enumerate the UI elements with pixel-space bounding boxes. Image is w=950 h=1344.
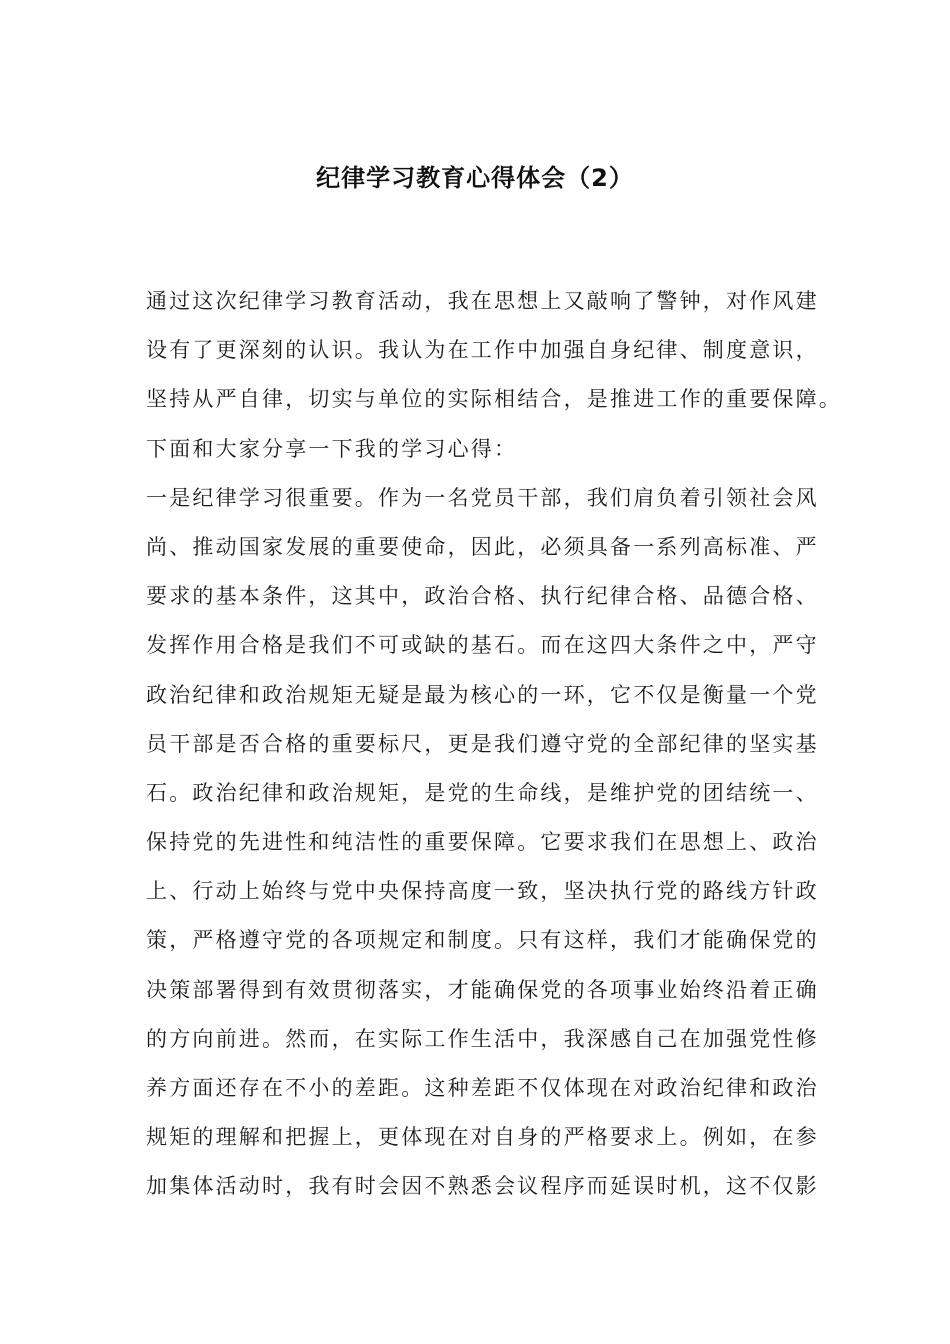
body-text-line: 决策部署得到有效贯彻落实，才能确保党的各项事业始终沿着正确: [146, 977, 819, 1002]
body-text-line: 发挥作用合格是我们不可或缺的基石。而在这四大条件之中，严守: [146, 633, 819, 658]
document-body: [146, 286, 842, 1221]
body-text-line: 加集体活动时，我有时会因不熟悉会议程序而延误时机，这不仅影: [146, 1174, 819, 1199]
body-text-line: 养方面还存在不小的差距。这种差距不仅体现在对政治纪律和政治: [146, 1076, 819, 1100]
body-text-line: 一是纪律学习很重要。作为一名党员干部，我们肩负着引领社会风: [146, 485, 819, 510]
body-text-line: 坚持从严自律，切实与单位的实际相结合，是推进工作的重要保障。: [146, 387, 842, 412]
body-text-line: 石。政治纪律和政治规矩，是党的生命线，是维护党的团结统一、: [146, 780, 819, 805]
body-text-line: 通过这次纪律学习教育活动，我在思想上又敲响了警钟，对作风建: [146, 289, 819, 313]
body-text-line: 下面和大家分享一下我的学习心得：: [146, 436, 518, 461]
body-text-line: 政治纪律和政治规矩无疑是最为核心的一环，它不仅是衡量一个党: [146, 682, 819, 707]
body-text-line: 要求的基本条件，这其中，政治合格、执行纪律合格、品德合格、: [146, 584, 819, 609]
body-text-line: 设有了更深刻的认识。我认为在工作中加强自身纪律、制度意识，: [146, 338, 819, 363]
body-text-line: 员干部是否合格的重要标尺，更是我们遵守党的全部纪律的坚实基: [146, 731, 819, 756]
body-text-line: 规矩的理解和把握上，更体现在对自身的严格要求上。例如，在参: [146, 1125, 819, 1150]
body-text-line: 保持党的先进性和纯洁性的重要保障。它要求我们在思想上、政治: [146, 830, 819, 855]
body-text-line: 的方向前进。然而，在实际工作生活中，我深感自己在加强党性修: [146, 1026, 819, 1051]
body-text-line: 尚、推动国家发展的重要使命，因此，必须具备一系列高标准、严: [146, 534, 819, 559]
document-title: 纪律学习教育心得体会（2）: [316, 164, 634, 192]
body-text-line: 策，严格遵守党的各项规定和制度。只有这样，我们才能确保党的: [146, 928, 819, 953]
body-text-line: 上、行动上始终与党中央保持高度一致，坚决执行党的路线方针政: [146, 879, 819, 904]
